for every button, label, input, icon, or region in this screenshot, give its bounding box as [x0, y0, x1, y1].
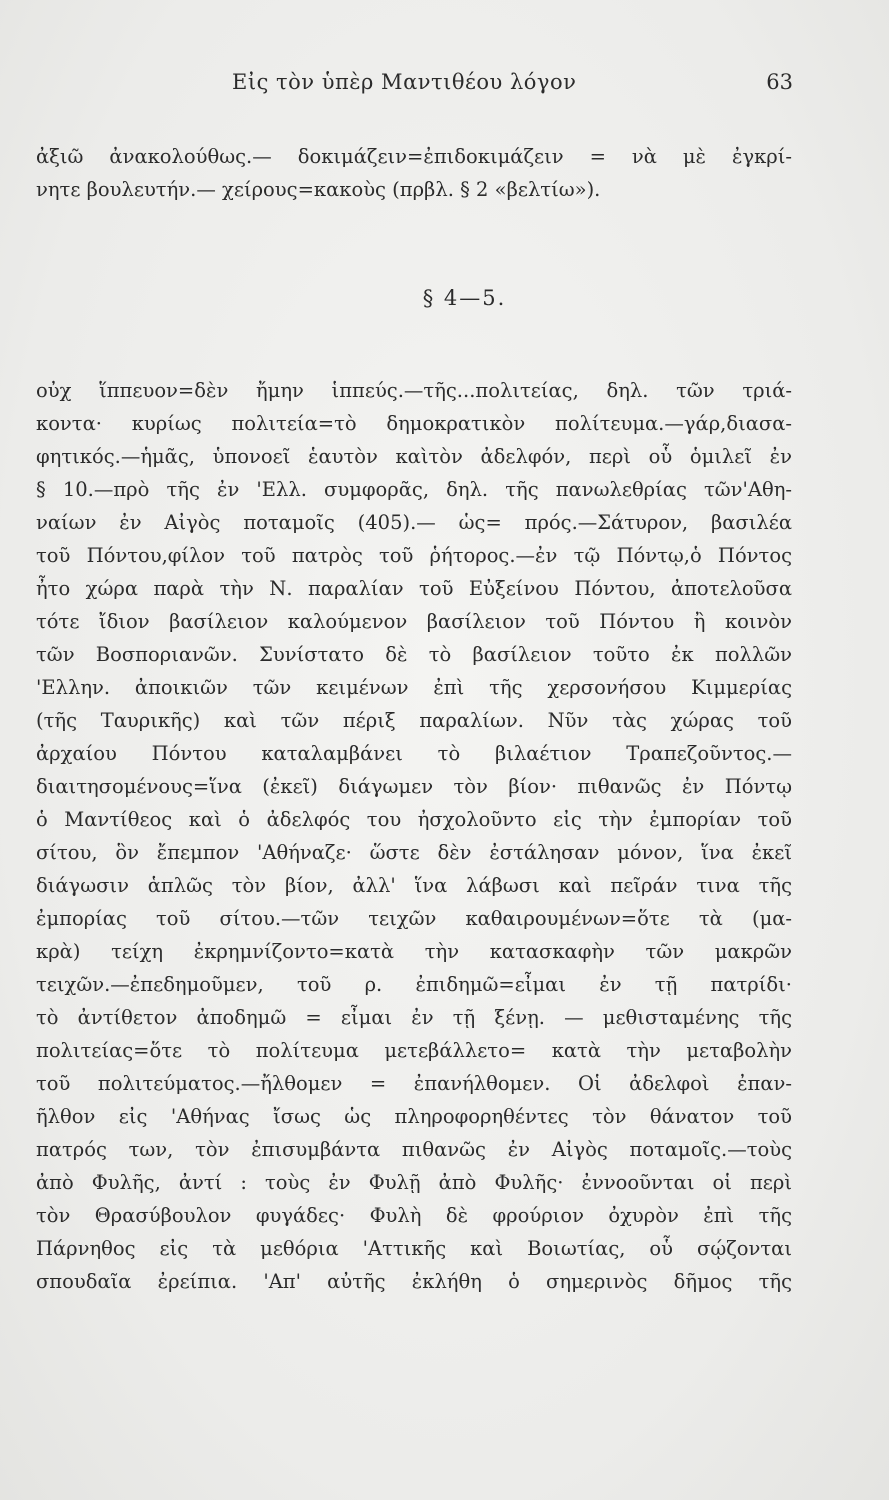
text-line: (τῆς Ταυρικῆς) καὶ τῶν πέριξ παραλίων. Νῦν τὰς χώρας τοῦ [36, 709, 792, 732]
text-line: τοῦ Πόντου,φίλον τοῦ πατρὸς τοῦ ῥήτορος.—ἐν τῷ Πόντῳ,ὁ Πόντος [36, 544, 792, 567]
text-line: ἐμπορίας τοῦ σίτου.—τῶν τειχῶν καθαιρουμένων=ὅτε τὰ (μα- [36, 907, 792, 930]
text-line: τὸ ἀντίθετον ἀποδημῶ = εἶμαι ἐν τῇ ξένῃ. — μεθισταμένης τῆς [36, 1006, 792, 1029]
text-line: τὸν Θρασύβουλον φυγάδες· Φυλὴ δὲ φρούριον ὀχυρὸν ἐπὶ τῆς [36, 1204, 792, 1227]
text-line: διάγωσιν ἁπλῶς τὸν βίον, ἀλλ' ἵνα λάβωσι καὶ πεῖράν τινα τῆς [36, 874, 792, 897]
text-line: οὐχ ἵππευον=δὲν ἤμην ἱππεύς.—τῆς...πολιτείας, δηλ. τῶν τριά- [36, 379, 792, 402]
text-line: νητε βουλευτήν.— χείρους=κακοὺς (πρβλ. § 2 «βελτίω»). [36, 178, 601, 201]
text-line: ἀρχαίου Πόντου καταλαμβάνει τὸ βιλαέτιον Τραπεζοῦντος.— [36, 742, 792, 765]
text-line: πατρός των, τὸν ἐπισυμβάντα πιθανῶς ἐν Αἰγὸς ποταμοῖς.—τοὺς [36, 1138, 792, 1161]
text-line: σπουδαῖα ἐρείπια. 'Απ' αὐτῆς ἐκλήθη ὁ σημερινὸς δῆμος τῆς [36, 1270, 792, 1293]
text-line: σίτου, ὃν ἔπεμπον 'Αθήναζε· ὥστε δὲν ἐστάλησαν μόνον, ἵνα ἐκεῖ [36, 841, 792, 864]
text-line: Πάρνηθος εἰς τὰ μεθόρια 'Αττικῆς καὶ Βοιωτίας, οὗ σῴζονται [36, 1237, 792, 1260]
text-line: ἦτο χώρα παρὰ τὴν Ν. παραλίαν τοῦ Εὐξείνου Πόντου, ἀποτελοῦσα [36, 577, 792, 600]
text-line: ναίων ἐν Αἰγὸς ποταμοῖς (405).— ὡς= πρός.—Σάτυρον, βασιλέα [36, 511, 792, 534]
text-line: ἀπὸ Φυλῆς, ἀντί : τοὺς ἐν Φυλῇ ἀπὸ Φυλῆς· ἐννοοῦνται οἱ περὶ [36, 1171, 792, 1194]
text-line: τῶν Βοσποριανῶν. Συνίστατο δὲ τὸ βασίλειον τοῦτο ἐκ πολλῶν [36, 643, 792, 666]
text-line: 'Ελλην. ἀποικιῶν τῶν κειμένων ἐπὶ τῆς χερσονήσου Κιμμερίας [36, 676, 792, 699]
running-title: Εἰς τὸν ὑπὲρ Μαντιθέου λόγον [232, 70, 577, 94]
text-line: ὁ Μαντίθεος καὶ ὁ ἀδελφός του ἠσχολοῦντο εἰς τὴν ἐμπορίαν τοῦ [36, 808, 792, 831]
section-heading: § 4—5. [422, 286, 507, 310]
text-line: § 10.—πρὸ τῆς ἐν 'Ελλ. συμφορᾶς, δηλ. τῆς πανωλεθρίας τῶν'Αθη- [36, 478, 792, 501]
commentary-paragraph [36, 374, 792, 1298]
continued-paragraph [36, 140, 792, 206]
text-line: πολιτείας=ὅτε τὸ πολίτευμα μετεβάλλετο= κατὰ τὴν μεταβολὴν [36, 1039, 792, 1062]
text-line: φητικός.—ἡμᾶς, ὑπονοεῖ ἑαυτὸν καὶτὸν ἀδελφόν, περὶ οὗ ὁμιλεῖ ἐν [36, 445, 792, 468]
text-line: τοῦ πολιτεύματος.—ἤλθομεν = ἐπανήλθομεν. Οἱ ἀδελφοὶ ἐπαν- [36, 1072, 792, 1095]
page-number: 63 [766, 70, 793, 94]
text-line: ῆλθον εἰς 'Αθήνας ἴσως ὡς πληροφορηθέντες τὸν θάνατον τοῦ [36, 1105, 792, 1128]
running-head [0, 70, 889, 100]
text-line: ἀξιῶ ἀνακολούθως.— δοκιμάζειν=ἐπιδοκιμάζειν = νὰ μὲ ἐγκρί- [36, 145, 792, 168]
text-line: κοντα· κυρίως πολιτεία=τὸ δημοκρατικὸν πολίτευμα.—γάρ,διασα- [36, 412, 792, 435]
text-line: τειχῶν.—ἐπεδημοῦμεν, τοῦ ρ. ἐπιδημῶ=εἶμαι ἐν τῇ πατρίδι· [36, 973, 792, 996]
text-line: διαιτησομένους=ἵνα (ἐκεῖ) διάγωμεν τὸν βίον· πιθανῶς ἐν Πόντῳ [36, 775, 792, 798]
text-line: τότε ἴδιον βασίλειον καλούμενον βασίλειον τοῦ Πόντου ἢ κοινὸν [36, 610, 792, 633]
text-line: κρὰ) τείχη ἐκρημνίζοντο=κατὰ τὴν κατασκαφὴν τῶν μακρῶν [36, 940, 792, 963]
